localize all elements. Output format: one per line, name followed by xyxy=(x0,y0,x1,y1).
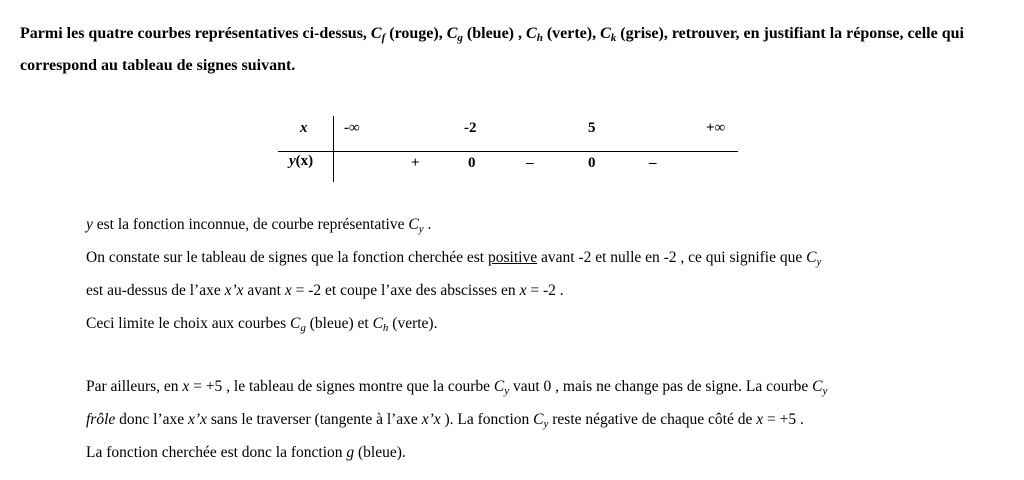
sign-table xyxy=(278,114,738,184)
explanation-paragraph-1 xyxy=(86,208,1006,340)
sign-positive: + xyxy=(411,155,420,171)
sign-negative-after-five: – xyxy=(649,155,657,171)
explanation-paragraph-2 xyxy=(86,370,1006,469)
line: La fonction cherchée est donc la fonction g (bleue). xyxy=(86,444,406,461)
x-value-minus-infinity: -∞ xyxy=(344,120,360,136)
sign-negative: – xyxy=(526,155,534,171)
line: Par ailleurs, en x = +5 , le tableau de signes montre que la courbe $C_y$ vaut 0 , mais ne change pas de signe. La courbe $C_y$ xyxy=(86,378,828,397)
sign-zero-minus-two: 0 xyxy=(468,155,476,171)
sign-zero-five: 0 xyxy=(588,155,596,171)
table-vertical-divider xyxy=(333,116,334,182)
x-value-minus-two: -2 xyxy=(464,120,477,136)
x-value-plus-infinity: +∞ xyxy=(706,120,726,136)
line: y est la fonction inconnue, de courbe représentative $C_y$ . xyxy=(86,216,432,235)
x-value-five: 5 xyxy=(588,120,596,136)
table-header-y: y(x) xyxy=(289,153,314,169)
table-header-x: x xyxy=(300,120,308,136)
line: Ceci limite le choix aux courbes $C_g$ (bleue) et $C_h$ (verte). xyxy=(86,315,438,334)
exercise-statement: Parmi les quatre courbes représentatives ci-dessus, $C_f$ (rouge), $C_g$ (bleue) , $C_h$ (verte), $C_k$ (grise), retrouver, en justifiant la réponse, celle qui correspond au tableau de signes suivant. xyxy=(20,25,964,74)
line: frôle donc l’axe x’x sans le traverser (tangente à l’axe x’x ). La fonction $C_y$ reste négative de chaque côté de x = +5 . xyxy=(86,411,804,430)
line: est au-dessus de l’axe x’x avant x = -2 et coupe l’axe des abscisses en x = -2 . xyxy=(86,282,564,299)
line: On constate sur le tableau de signes que la fonction cherchée est positive avant -2 et nulle en -2 , ce qui signifie que $C_y$ xyxy=(86,249,822,268)
table-horizontal-divider xyxy=(278,151,738,152)
